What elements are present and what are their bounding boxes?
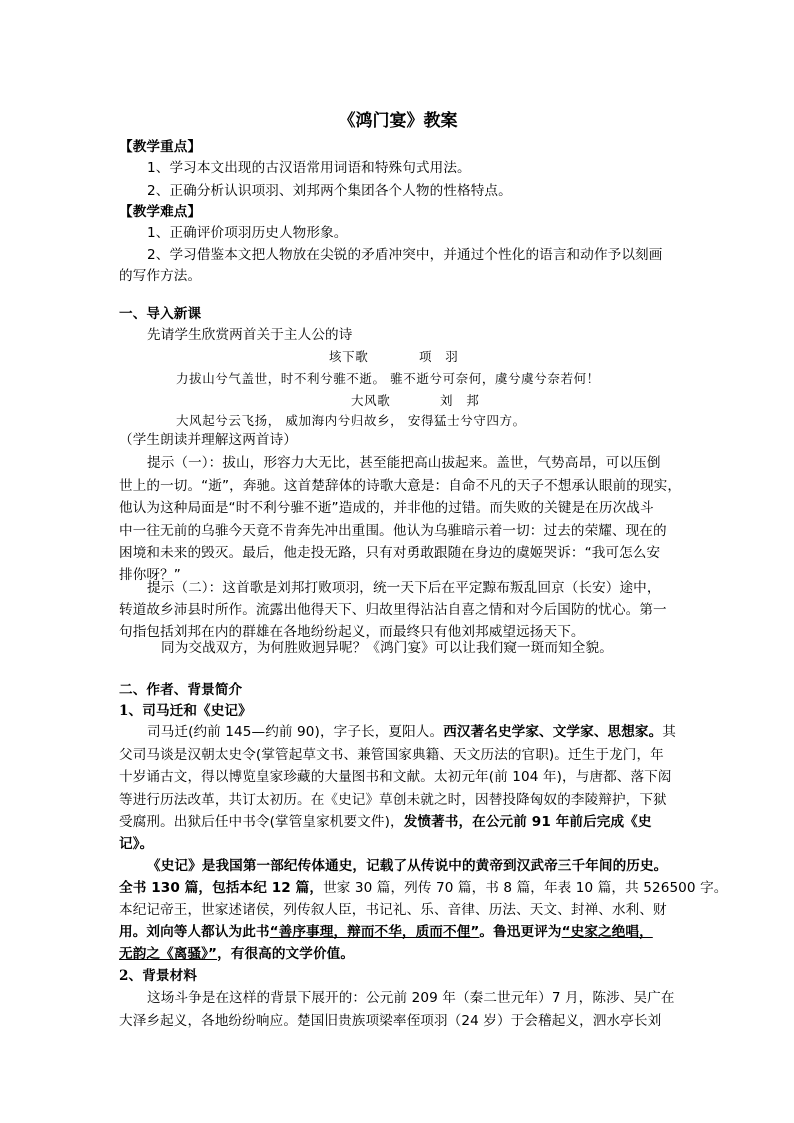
- part1-intro: 先请学生欣赏两首关于主人公的诗: [147, 327, 353, 343]
- key-point-1: 1、学习本文出现的古汉语常用词语和特殊句式用法。: [147, 160, 471, 176]
- shiji-line-2: [119, 880, 728, 896]
- subsection-sima-qian: 1、司马迁和《史记》: [119, 703, 252, 719]
- bio-highlight: 西汉著名史学家、文学家、思想家。: [443, 724, 663, 740]
- part2-heading: 二、作者、背景简介: [119, 682, 243, 698]
- bio-line-6: 记》。: [119, 836, 154, 852]
- shiji-text: 。鲁迅更评为: [479, 924, 562, 940]
- poem1-title: 垓下歌: [329, 349, 369, 364]
- hint2-line: 转道故乡沛县时所作。流露出他得天下、归故里得沾沾自喜之情和对今后国防的忧心。第一: [119, 602, 667, 618]
- bio-line-5: [119, 814, 677, 830]
- hint1-line: 他认为这种局面是“时不利兮骓不逝”造成的，并非他的过错。而失败的关键是在历次战斗: [119, 500, 654, 516]
- hint1-line: 中一往无前的乌骓今天竟不肯奔先冲出重围。他认为乌骓暗示着一切：过去的荣耀、现在的: [119, 523, 667, 539]
- key-point-2: 2、正确分析认识项羽、刘邦两个集团各个人物的性格特点。: [147, 183, 512, 199]
- bio-line-2: 父司马谈是汉朝太史令(掌管起草文书、兼管国家典籍、天文历法的官职)。迁生于龙门，年: [119, 747, 664, 763]
- difficulty-2-line-2: 的写作方法。: [119, 268, 202, 284]
- section-heading-key-points: 【教学重点】: [119, 139, 202, 155]
- bio-text: 其: [662, 724, 676, 740]
- hint1-line: 困境和未来的毁灭。最后，他走投无路，只有对勇敢跟随在身边的虞姬哭诉：“我可怎么安: [119, 545, 661, 561]
- bio-line-3: 十岁诵古文，得以博览皇家珍藏的大量图书和文献。太初元年(前 104 年)，与唐都、落下闳: [119, 769, 672, 785]
- quote-lu-xun-end: 无韵之《离骚》”: [119, 946, 218, 962]
- reading-note: （学生朗读并理解这两首诗）: [119, 432, 298, 448]
- transition-sentence: 同为交战双方，为何胜败迥异呢？《鸿门宴》可以让我们窥一斑而知全貌。: [161, 640, 613, 656]
- bio-highlight: 发愤著书，在公元前 91 年前后完成《史: [403, 814, 652, 830]
- poem2-text: 大风起兮云飞扬， 威加海内兮归故乡， 安得猛士兮守四方。: [176, 413, 526, 428]
- difficulty-1: 1、正确评价项羽历史人物形象。: [147, 225, 348, 241]
- background-line: 这场斗争是在这样的背景下展开的：公元前 209 年（秦二世元年）7 月，陈涉、吴广在: [147, 990, 675, 1006]
- page-title: 《鸿门宴》教案: [338, 111, 458, 131]
- shiji-line-1: 《史记》是我国第一部纪传体通史，记载了从传说中的黄帝到汉武帝三千年间的历史。: [147, 858, 668, 874]
- shiji-text: 用。刘向等人都认为此书: [119, 924, 270, 940]
- hint1-line: 提示（一）：拔山，形容力大无比，甚至能把高山拔起来。盖世，气势高昂，可以压倒: [147, 455, 661, 471]
- shiji-highlight: 全书 130 篇，包括本纪 12 篇，: [119, 880, 324, 896]
- shiji-line-5: [119, 946, 677, 962]
- part1-heading: 一、导入新课: [119, 306, 202, 322]
- section-heading-difficulties: 【教学难点】: [119, 204, 202, 220]
- bio-text: 受腐刑。出狱后任中书令(掌管皇家机要文件)，: [119, 814, 404, 830]
- quote-lu-xun: “史家之绝唱，: [561, 924, 653, 940]
- background-line: 大泽乡起义，各地纷纷响应。楚国旧贵族项梁率侄项羽（24 岁）于会稽起义，泗水亭长刘: [119, 1013, 662, 1029]
- poem1-text: 力拔山兮气盖世，时不利兮骓不逝。 骓不逝兮可奈何，虞兮虞兮奈若何！: [176, 371, 600, 386]
- hint1-line: 排你呀？”: [119, 567, 181, 583]
- hint1-line: 世上的一切。“逝”，奔驰。这首楚辞体的诗歌大意是：自命不凡的天子不想承认眼前的现实，: [119, 478, 682, 494]
- poem2-title: 大风歌: [351, 393, 391, 408]
- hint2-line: 提示（二）：这首歌是刘邦打败项羽，统一天下后在平定黥布叛乱回京（长安）途中，: [147, 580, 661, 596]
- shiji-line-4: [119, 924, 677, 940]
- shiji-text: ，有很高的文学价值。: [217, 946, 355, 962]
- bio-text: 司马迁(约前 145—约前 90)，字子长，夏阳人。: [147, 724, 444, 740]
- hint2-line: 句指包括刘邦在内的群雄在各地纷纷起义，而最终只有他刘邦威望远扬天下。: [119, 624, 585, 640]
- shiji-line-3: 本纪记帝王，世家述诸侯，列传叙人臣，书记礼、乐、音律、历法、天文、封禅、水利、财: [119, 902, 667, 918]
- poem1-author: 项 羽: [419, 349, 459, 364]
- bio-line-1: [147, 724, 705, 740]
- subsection-background: 2、背景材料: [119, 968, 198, 984]
- difficulty-2-line-1: 2、学习借鉴本文把人物放在尖锐的矛盾冲突中，并通过个性化的语言和动作予以刻画: [147, 247, 663, 263]
- poem2-author: 刘 邦: [440, 393, 480, 408]
- quote-liu-xiang: “善序事理，辩而不华，质而不俚”: [269, 924, 480, 940]
- shiji-text: 世家 30 篇，列传 70 篇，书 8 篇，年表 10 篇，共 526500 字。: [323, 880, 728, 896]
- bio-line-4: 等进行历法改革，共订太初历。在《史记》草创未就之时，因替投降匈奴的李陵辩护，下狱: [119, 792, 667, 808]
